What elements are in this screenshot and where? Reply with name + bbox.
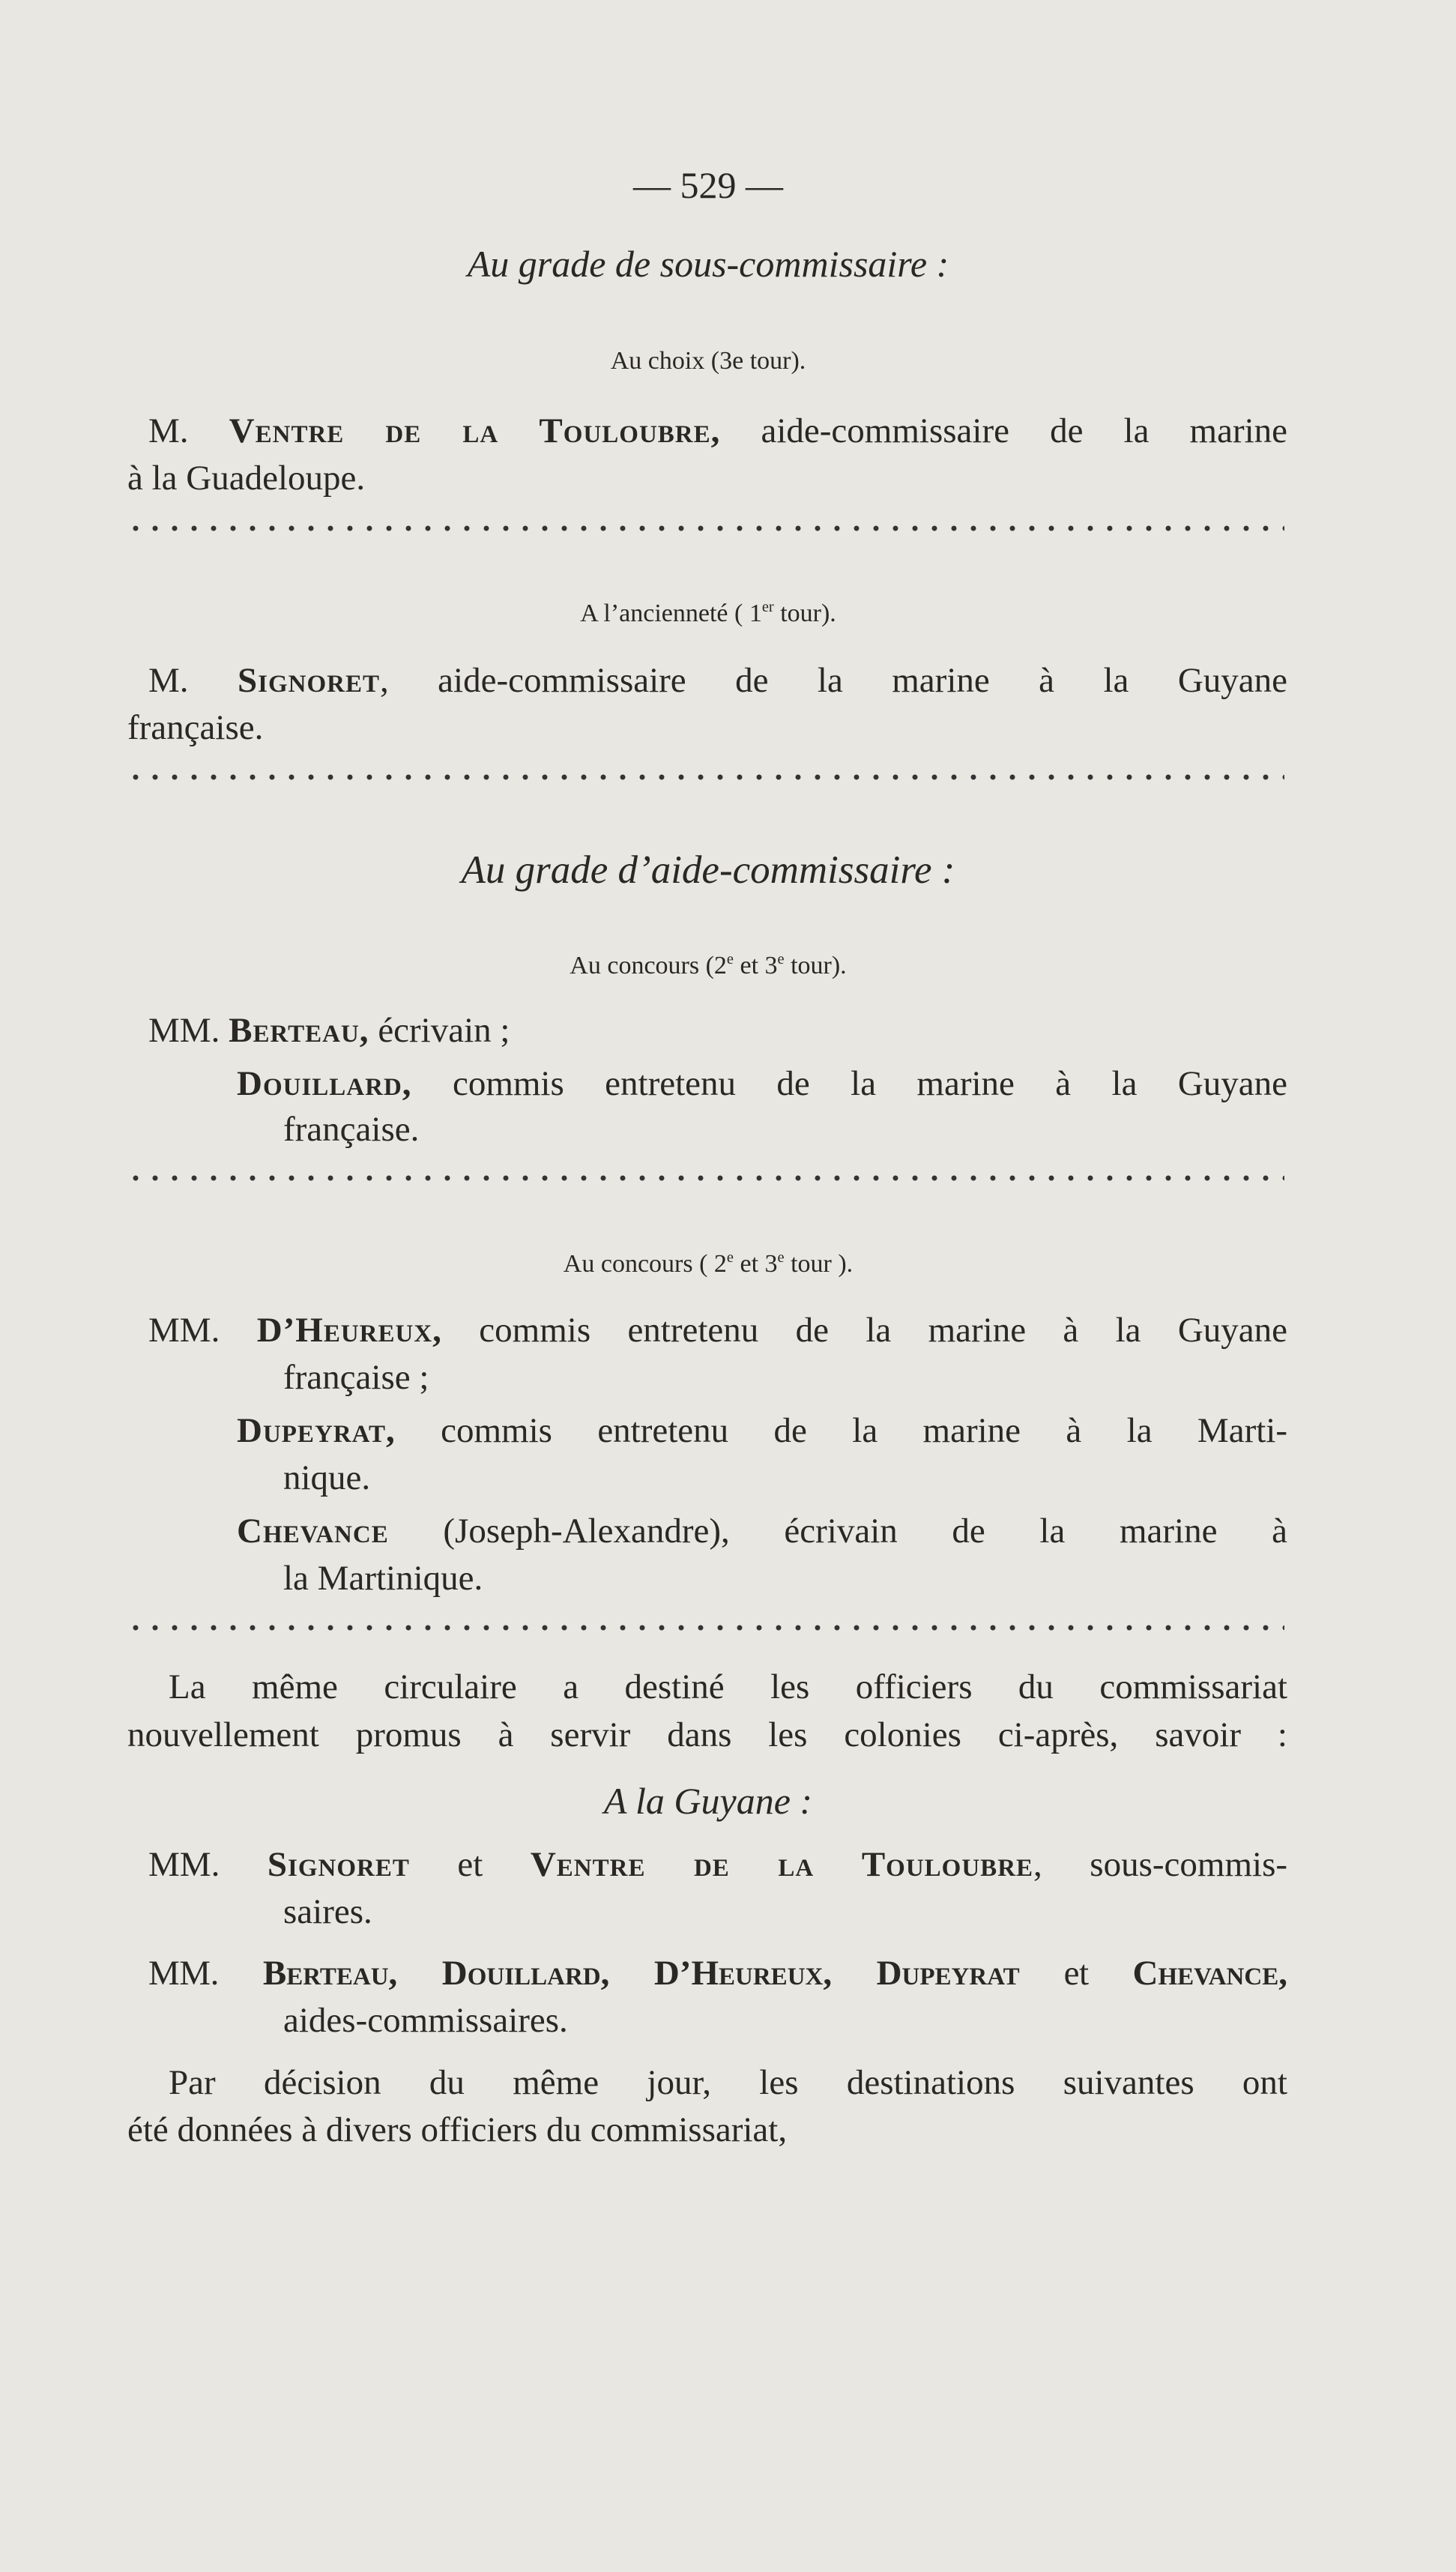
paragraph-circulaire-line1: La même circulaire a destiné les officiers du commissariat: [169, 1667, 1287, 1706]
entry-sous-commissaires: MM. Signoret et Ventre de la Touloubre, sous-commis-: [148, 1845, 1288, 1884]
entry-chevance-continuation: la Martinique.: [283, 1559, 483, 1598]
entry-chevance: Chevance (Joseph-Alexandre), écrivain de la marine à: [237, 1512, 1287, 1551]
ellipsis-separator: [126, 1174, 1284, 1182]
subheading-au-choix: Au choix (3e tour).: [610, 347, 806, 375]
entry-ventre-continuation: à la Guadeloupe.: [127, 459, 366, 498]
page-number: — 529 —: [633, 164, 783, 206]
entry-aides-commissaires-continuation: aides-commissaires.: [283, 2001, 568, 2040]
section-heading-guyane: A la Guyane :: [603, 1780, 813, 1822]
entry-signoret: M. Signoret, aide-commissaire de la marine à la Guyane: [148, 661, 1287, 700]
entry-sous-commissaires-continuation: saires.: [283, 1892, 372, 1931]
entry-signoret-continuation: française.: [127, 708, 264, 747]
subheading-au-concours: Au concours (2e et 3e tour).: [570, 951, 847, 979]
paragraph-circulaire-line2: nouvellement promus à servir dans les colonies ci-après, savoir :: [127, 1715, 1287, 1754]
entry-berteau: MM. Berteau, écrivain ;: [148, 1011, 510, 1050]
paragraph-decision-line1: Par décision du même jour, les destinations suivantes ont: [169, 2063, 1287, 2102]
entry-dupeyrat: Dupeyrat, commis entretenu de la marine à la Marti-: [237, 1411, 1288, 1450]
entry-dheureux: MM. D’Heureux, commis entretenu de la marine à la Guyane: [148, 1311, 1288, 1350]
section-heading-sous-commissaire: Au grade de sous-commissaire :: [467, 243, 949, 285]
section-heading-aide-commissaire: Au grade d’aide-commissaire :: [461, 848, 955, 892]
entry-dheureux-continuation: française ;: [283, 1358, 429, 1397]
entry-douillard: Douillard, commis entretenu de la marine à la Guyane: [237, 1064, 1288, 1103]
subheading-au-concours-2: Au concours ( 2e et 3e tour ).: [563, 1249, 854, 1278]
entry-dupeyrat-continuation: nique.: [283, 1458, 371, 1497]
ellipsis-separator: [126, 773, 1284, 781]
paragraph-decision-line2: été données à divers officiers du commissariat,: [127, 2110, 788, 2149]
ellipsis-separator: [126, 1624, 1284, 1631]
entry-aides-commissaires: MM. Berteau, Douillard, D’Heureux, Dupeyrat et Chevance,: [148, 1954, 1287, 1993]
ellipsis-separator: [126, 525, 1284, 532]
entry-douillard-continuation: française.: [283, 1110, 420, 1149]
entry-ventre-de-la-touloubre: M. Ventre de la Touloubre, aide-commissaire de la marine: [148, 411, 1288, 450]
subheading-anciennete: A l’ancienneté ( 1er tour).: [580, 599, 836, 627]
